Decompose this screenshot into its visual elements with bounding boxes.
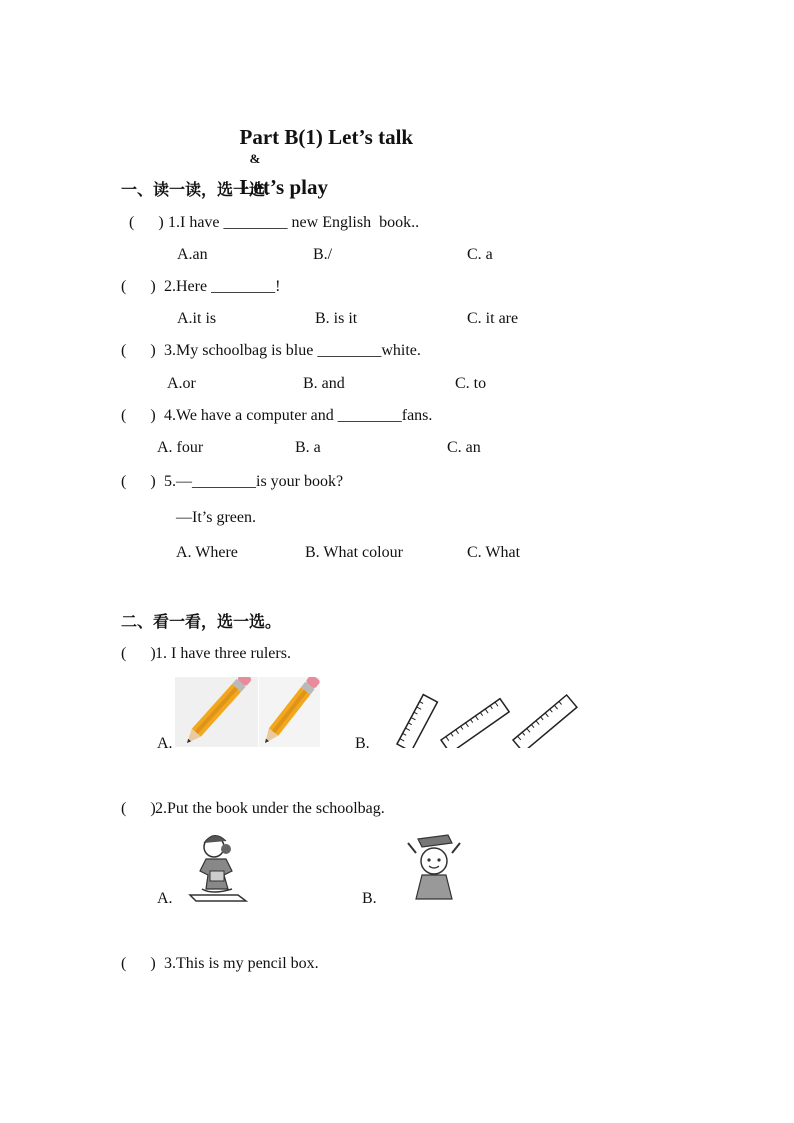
s2-q3-bracket[interactable]: ( ) bbox=[121, 955, 156, 972]
s2-q2-option-b[interactable]: B. bbox=[362, 890, 377, 907]
s1-q4-text: 4.We have a computer and ________fans. bbox=[164, 407, 433, 424]
s1-q5-option-a[interactable]: A. Where bbox=[176, 544, 238, 561]
child-book-on-head-icon bbox=[402, 831, 464, 903]
ruler-icon bbox=[397, 695, 437, 748]
s1-q4-option-c[interactable]: C. an bbox=[447, 439, 481, 456]
s1-q5-option-c[interactable]: C. What bbox=[467, 544, 521, 561]
child-reading-picture bbox=[188, 831, 250, 903]
s1-q3-option-b[interactable]: B. and bbox=[303, 375, 345, 392]
title-ampersand: & bbox=[249, 151, 261, 166]
s1-q3-option-c[interactable]: C. to bbox=[455, 375, 487, 392]
s1-q3-bracket[interactable]: ( ) bbox=[121, 342, 156, 359]
s1-q5-text: 5.—________is your book? bbox=[164, 473, 344, 490]
s1-q2-text: 2.Here ________! bbox=[164, 278, 281, 295]
s1-q5-bracket[interactable]: ( ) bbox=[121, 473, 156, 490]
s2-q2-option-a[interactable]: A. bbox=[157, 890, 173, 907]
s2-q1-option-b[interactable]: B. bbox=[355, 735, 370, 752]
s2-q2-bracket[interactable]: ( ) bbox=[121, 800, 156, 817]
title-part: Part B(1) Let’s talk bbox=[239, 125, 414, 149]
s1-q4-option-a[interactable]: A. four bbox=[157, 439, 204, 456]
rulers-picture bbox=[385, 688, 580, 748]
ruler-icon bbox=[441, 699, 509, 748]
ruler-icon bbox=[513, 695, 577, 748]
s2-q1-bracket[interactable]: ( ) bbox=[121, 645, 156, 662]
s1-q1-option-c[interactable]: C. a bbox=[467, 246, 493, 263]
s1-q2-bracket[interactable]: ( ) bbox=[121, 278, 156, 295]
s2-q2-text: 2.Put the book under the schoolbag. bbox=[155, 800, 385, 817]
s1-q4-bracket[interactable]: ( ) bbox=[121, 407, 156, 424]
s2-q3-text: 3.This is my pencil box. bbox=[164, 955, 319, 972]
child-reading-icon bbox=[188, 831, 250, 903]
s1-q5-answer: —It’s green. bbox=[176, 509, 256, 526]
s1-q4-option-b[interactable]: B. a bbox=[295, 439, 321, 456]
section1-heading: 一、读一读，选一选. bbox=[121, 182, 270, 199]
title-rest: Let’s play bbox=[239, 175, 328, 199]
s1-q5-option-b[interactable]: B. What colour bbox=[305, 544, 403, 561]
s1-q2-option-b[interactable]: B. is it bbox=[315, 310, 358, 327]
s1-q2-option-a[interactable]: A.it is bbox=[177, 310, 217, 327]
section2-heading: 二、看一看，选一选。 bbox=[121, 614, 282, 631]
s1-q1-option-b[interactable]: B./ bbox=[313, 246, 333, 263]
child-book-head-picture bbox=[402, 831, 464, 903]
s1-q3-option-a[interactable]: A.or bbox=[167, 375, 196, 392]
s1-q2-option-c[interactable]: C. it are bbox=[467, 310, 519, 327]
s1-q3-text: 3.My schoolbag is blue ________white. bbox=[164, 342, 421, 359]
s1-q1-bracket[interactable]: ( ) bbox=[129, 214, 164, 231]
s1-q1-text: 1.I have ________ new English book.. bbox=[168, 214, 420, 231]
s2-q1-text: 1. I have three rulers. bbox=[155, 645, 291, 662]
s2-q1-option-a[interactable]: A. bbox=[157, 735, 173, 752]
pencils-picture bbox=[175, 677, 320, 747]
s1-q1-option-a[interactable]: A.an bbox=[177, 246, 208, 263]
